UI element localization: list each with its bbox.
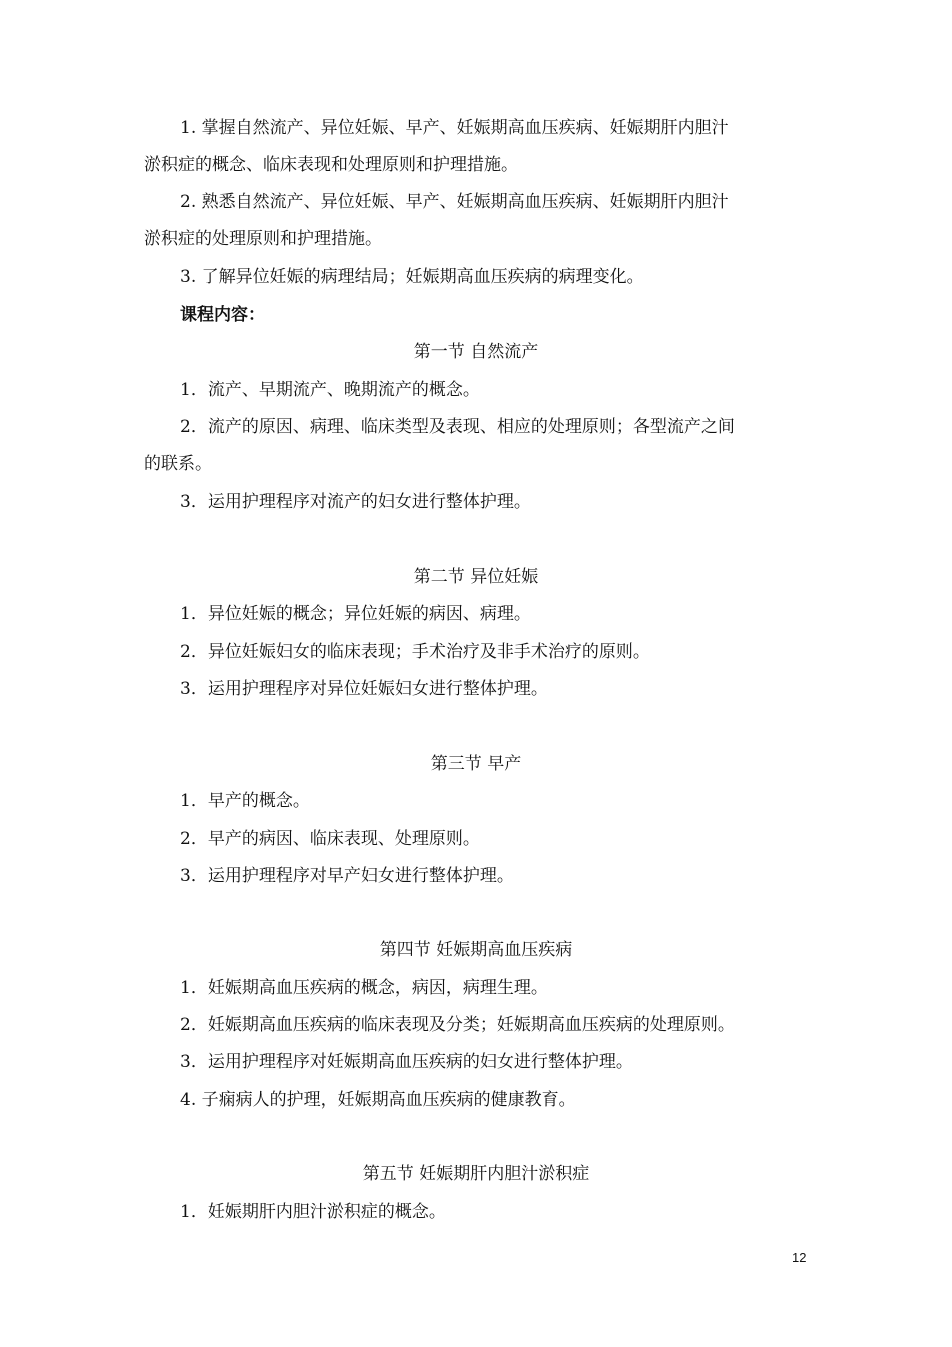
- section-2-item-3: 3．运用护理程序对异位妊娠妇女进行整体护理。: [180, 679, 548, 699]
- objective-3: 3. 了解异位妊娠的病理结局；妊娠期高血压疾病的病理变化。: [180, 267, 644, 287]
- section-3-item-1: 1．早产的概念。: [180, 791, 310, 811]
- objective-1-line2: 淤积症的概念、临床表现和处理原则和护理措施。: [144, 155, 518, 175]
- section-1-item-3: 3．运用护理程序对流产的妇女进行整体护理。: [180, 492, 531, 512]
- section-4-item-4: 4. 子痫病人的护理，妊娠期高血压疾病的健康教育。: [180, 1090, 576, 1110]
- section-2-item-1: 1．异位妊娠的概念；异位妊娠的病因、病理。: [180, 604, 531, 624]
- section-4-item-1: 1．妊娠期高血压疾病的概念，病因，病理生理。: [180, 978, 548, 998]
- section-4-item-2: 2．妊娠期高血压疾病的临床表现及分类；妊娠期高血压疾病的处理原则。: [180, 1015, 735, 1035]
- objective-1-line1: 1. 掌握自然流产、异位妊娠、早产、妊娠期高血压疾病、妊娠期肝内胆汁: [180, 118, 729, 138]
- section-1-title: 第一节 自然流产: [413, 342, 539, 362]
- section-3-item-3: 3．运用护理程序对早产妇女进行整体护理。: [180, 866, 514, 886]
- section-1-item-2: 2．流产的原因、病理、临床类型及表现、相应的处理原则；各型流产之间: [180, 417, 735, 437]
- section-3-title: 第三节 早产: [430, 754, 522, 774]
- section-4-title: 第四节 妊娠期高血压疾病: [379, 940, 573, 960]
- page-number: 12: [792, 1250, 807, 1265]
- section-5-item-1: 1．妊娠期肝内胆汁淤积症的概念。: [180, 1202, 446, 1222]
- objective-2-line1: 2. 熟悉自然流产、异位妊娠、早产、妊娠期高血压疾病、妊娠期肝内胆汁: [180, 192, 729, 212]
- section-2-item-2: 2．异位妊娠妇女的临床表现；手术治疗及非手术治疗的原则。: [180, 642, 650, 662]
- section-1-item-2-cont: 的联系。: [144, 454, 212, 474]
- section-5-title: 第五节 妊娠期肝内胆汁淤积症: [362, 1164, 590, 1184]
- objective-2-line2: 淤积症的处理原则和护理措施。: [144, 229, 382, 249]
- section-1-item-1: 1．流产、早期流产、晚期流产的概念。: [180, 380, 480, 400]
- section-4-item-3: 3．运用护理程序对妊娠期高血压疾病的妇女进行整体护理。: [180, 1052, 633, 1072]
- section-3-item-2: 2．早产的病因、临床表现、处理原则。: [180, 829, 480, 849]
- course-content-heading: 课程内容：: [180, 305, 265, 325]
- section-2-title: 第二节 异位妊娠: [413, 567, 539, 587]
